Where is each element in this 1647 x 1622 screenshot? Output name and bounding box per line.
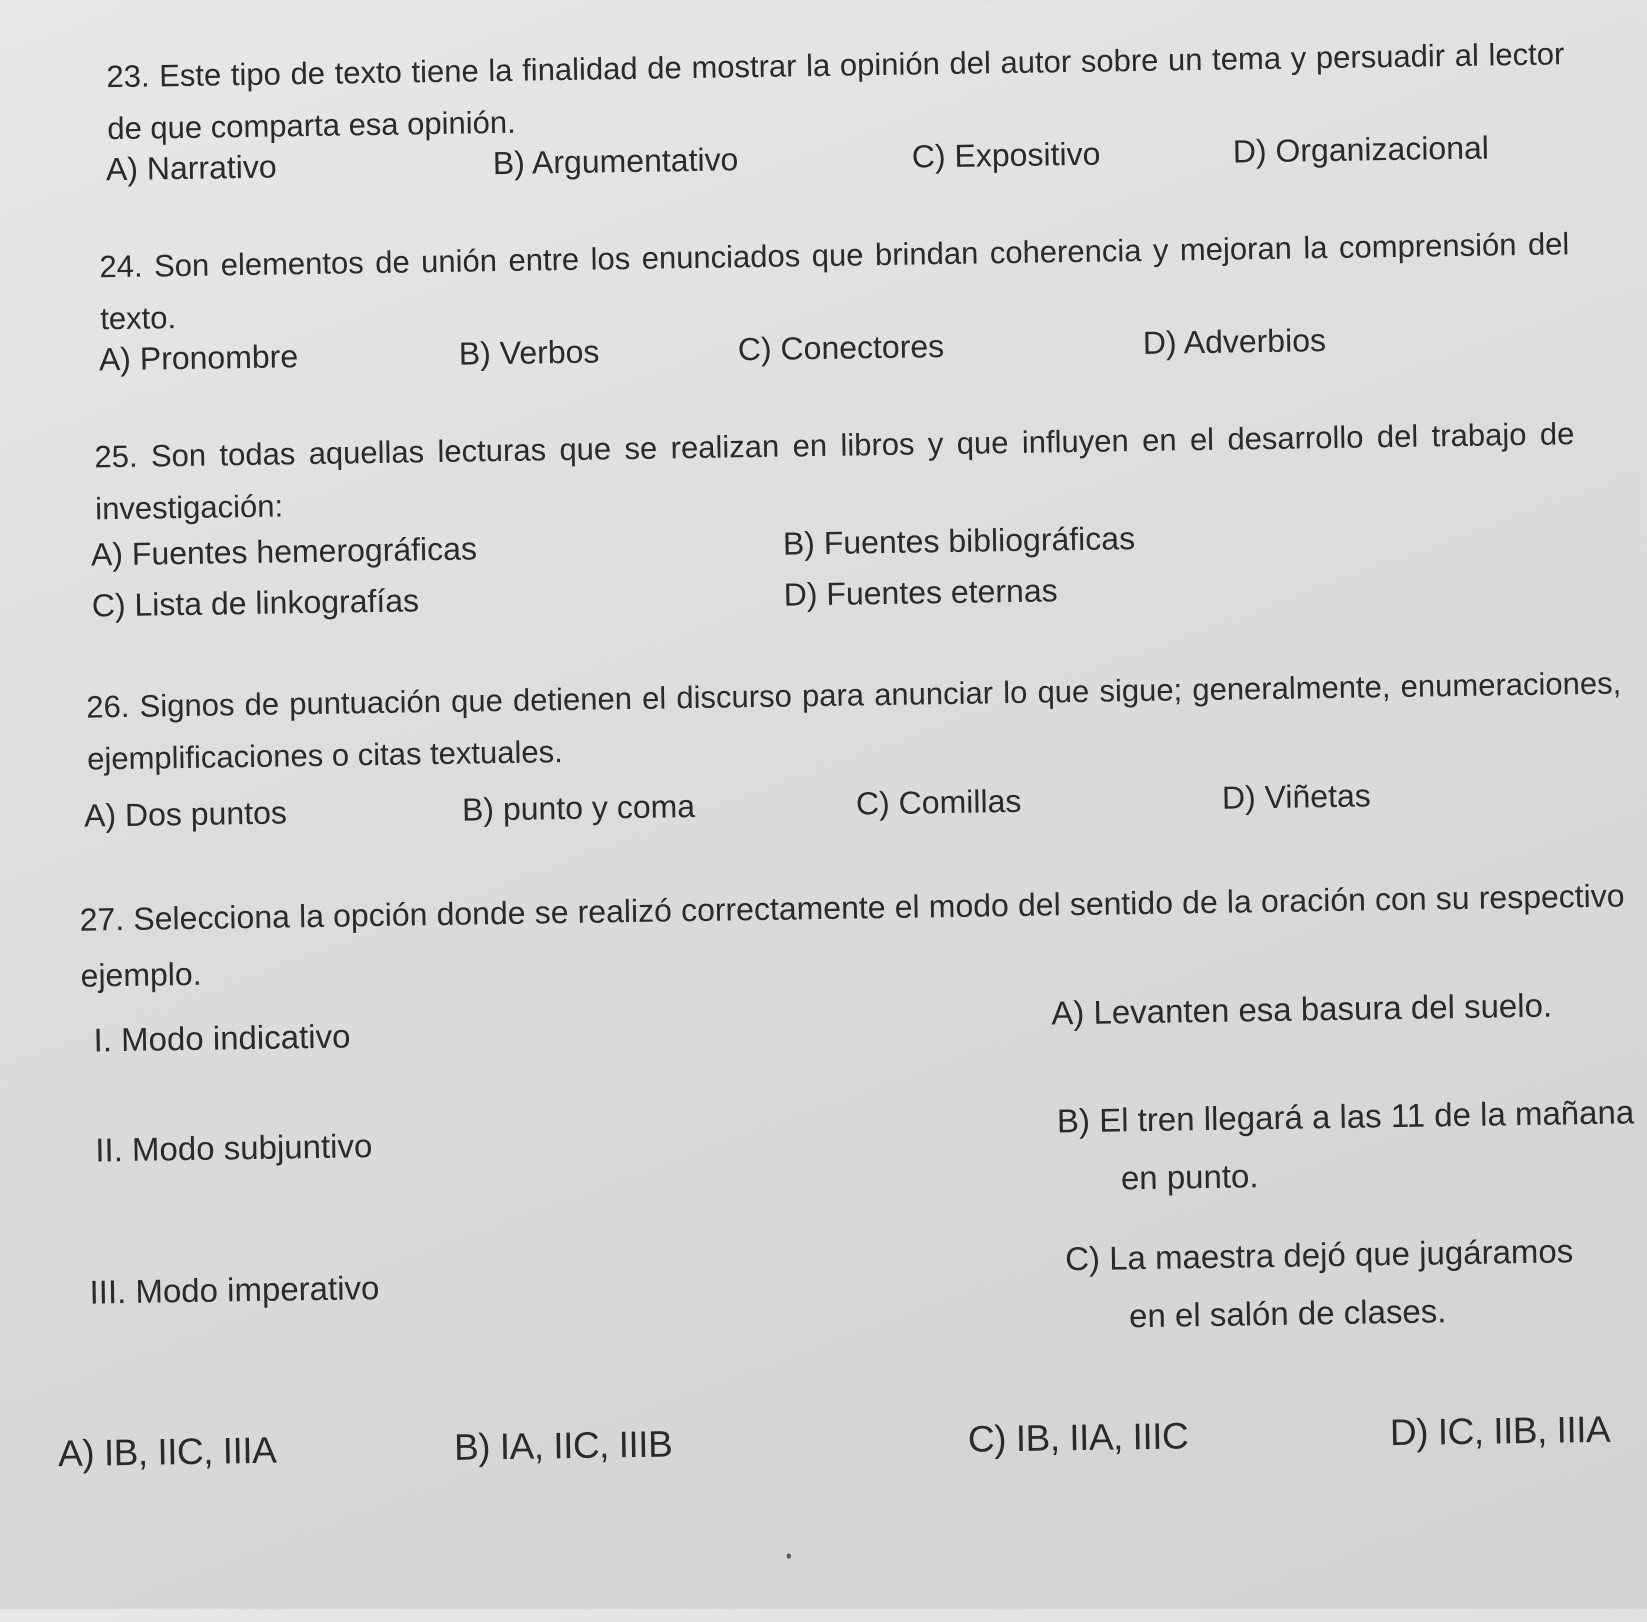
question-27-left-item-2: II. Modo subjuntivo [95,1127,373,1169]
question-27-stem: 27. Selecciona la opción donde se realizó correctamente el modo del sentido de la oración con su respectivo ejemplo. [79,877,1625,994]
question-23-stem: 23. Este tipo de texto tiene la finalidad de mostrar la opinión del autor sobre un tema y persuadir al lector de que comparta esa opinión. [106,36,1565,147]
question-24-option-c[interactable]: C) Conectores [737,328,945,368]
question-27-option-a[interactable]: A) IB, IIC, IIIA [57,1429,277,1475]
question-23-option-b[interactable]: B) Argumentativo [492,141,739,182]
question-27-left-item-3: III. Modo imperativo [89,1269,380,1311]
question-25-option-b[interactable]: B) Fuentes bibliográficas [782,520,1136,562]
question-27-right-item-b: B) El tren llegará a las 11 de la mañana en punto. [1056,1093,1635,1197]
question-26-option-d[interactable]: D) Viñetas [1221,777,1372,816]
question-27-option-c[interactable]: C) IB, IIA, IIIC [967,1415,1189,1460]
question-24-option-d[interactable]: D) Adverbios [1142,322,1327,361]
question-27-right-item-a: A) Levanten esa basura del suelo. [1051,986,1553,1032]
question-26-option-b[interactable]: B) punto y coma [461,788,696,828]
question-23-option-d[interactable]: D) Organizacional [1232,129,1490,170]
question-23-option-c[interactable]: C) Expositivo [911,135,1101,175]
question-26-stem: 26. Signos de puntuación que detienen el discurso para anunciar lo que sigue; generalmente, enumeraciones, ejemplificaciones o citas textuales. [86,665,1622,777]
question-27-option-b[interactable]: B) IA, IIC, IIIB [453,1423,673,1468]
question-24-stem: 24. Son elementos de unión entre los enunciados que brindan coherencia y mejoran la comprensión del texto. [99,226,1570,337]
question-25-option-a[interactable]: A) Fuentes hemerográficas [90,530,478,573]
question-25-option-c[interactable]: C) Lista de linkografías [91,582,420,624]
question-26-option-a[interactable]: A) Dos puntos [83,794,288,834]
question-27-option-d[interactable]: D) IC, IIB, IIIA [1389,1408,1611,1454]
question-27-right-item-c: C) La maestra dejó que jugáramos en el salón de clases. [1064,1232,1574,1335]
question-24-option-b[interactable]: B) Verbos [458,333,600,372]
question-26-option-c[interactable]: C) Comillas [855,782,1022,822]
question-25-option-d[interactable]: D) Fuentes eternas [783,572,1058,613]
question-24-option-a[interactable]: A) Pronombre [98,338,299,378]
question-27-left-item-1: I. Modo indicativo [93,1017,351,1059]
ink-speck [787,1554,791,1559]
question-23-option-a[interactable]: A) Narrativo [105,148,277,188]
question-25-stem: 25. Son todas aquellas lecturas que se realizan en libros y que influyen en el desarrollo del trabajo de investigación: [94,416,1575,527]
